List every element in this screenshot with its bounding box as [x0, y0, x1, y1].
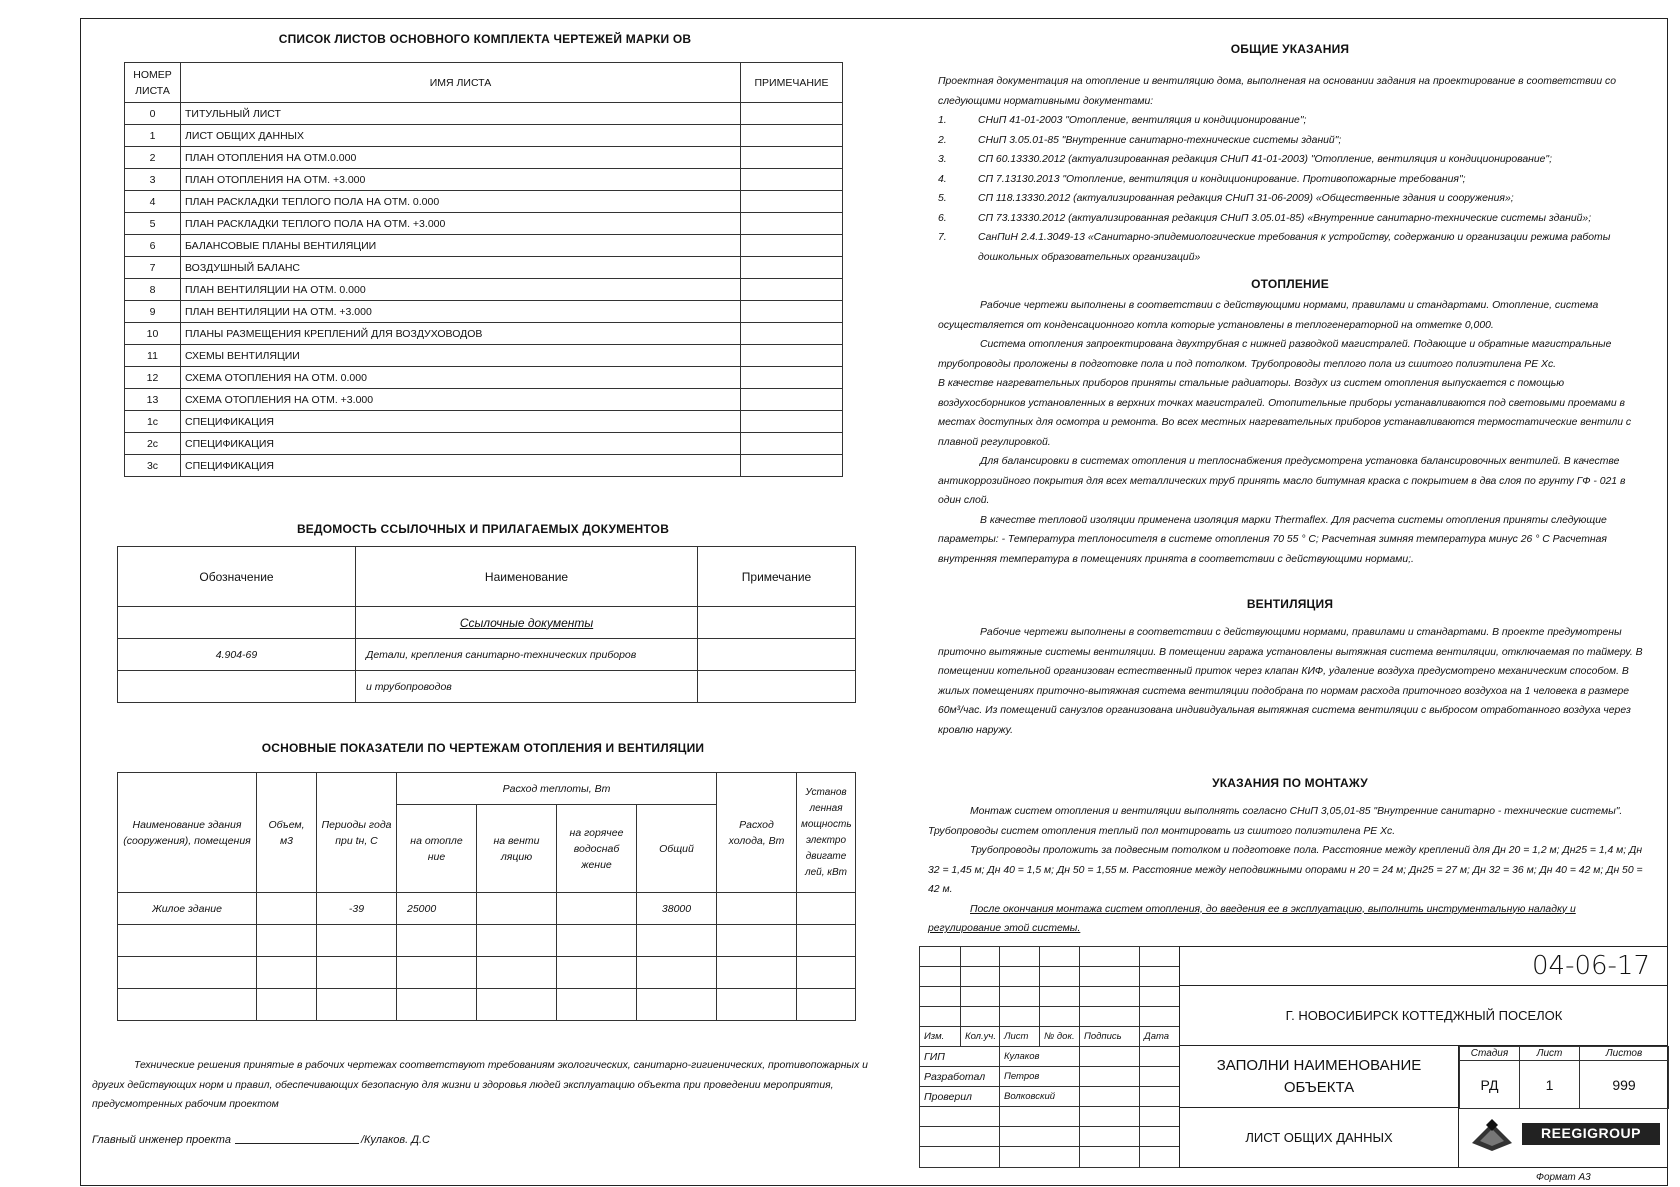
- sheet-note: [741, 345, 843, 367]
- sheet-name: БАЛАНСОВЫЕ ПЛАНЫ ВЕНТИЛЯЦИИ: [181, 235, 741, 257]
- sheet-note: [741, 213, 843, 235]
- sheet-list-row: [125, 367, 843, 389]
- compliance-text: Технические решения принятые в рабочих чертежах соответствуют требованиям экологических, санитарно-гигиенических, противопожарных и других действующих норм и правил, обеспечивающих безопасную для жизни и здоровья людей эксплуатацию объекта при проведении мероприятия, предусмотренных рабочим проектом: [92, 1060, 868, 1110]
- sheet-num: 5: [125, 213, 181, 235]
- install-title: УКАЗАНИЯ ПО МОНТАЖУ: [1212, 776, 1368, 790]
- doc-name-cont: и трубопроводов: [356, 671, 698, 703]
- person: Петров: [1000, 1067, 1080, 1087]
- sheet-num: 6: [125, 235, 181, 257]
- stamp-col-label: Подпись: [1080, 1027, 1140, 1047]
- norm-item: 6. СП 73.13330.2012 (актуализированная редакция СНиП 3.05.01-85) «Внутренние санитарно-технические системы зданий»;: [938, 212, 1592, 224]
- sheet-note: [741, 125, 843, 147]
- sheet-note: [741, 279, 843, 301]
- sheet-num: 0: [125, 103, 181, 125]
- stamp-col-label: Изм.: [920, 1027, 961, 1047]
- norms-list: [938, 111, 1646, 267]
- sheet-list-row: [125, 191, 843, 213]
- h-vent: на венти ляцию: [477, 805, 557, 893]
- sheet-note: [741, 411, 843, 433]
- sheet-list-row: [125, 147, 843, 169]
- sheet-list-row: [125, 235, 843, 257]
- logo-text: REEGIGROUP: [1541, 1125, 1641, 1141]
- h-power: Установ ленная мощность электро двигате лей, кВт: [797, 773, 856, 893]
- sheet-name: ПЛАН ВЕНТИЛЯЦИИ НА ОТМ. +3.000: [181, 301, 741, 323]
- row-heating: 25000: [397, 893, 477, 925]
- stamp-col-label: № док.: [1040, 1027, 1080, 1047]
- sheet-name: СХЕМА ОТОПЛЕНИЯ НА ОТМ. 0.000: [181, 367, 741, 389]
- norm-item: 4. СП 7.13130.2013 "Отопление, вентиляция и кондиционирование. Противопожарные требования";: [938, 173, 1466, 185]
- row-name: Жилое здание: [118, 893, 257, 925]
- ventilation-text: Рабочие чертежи выполнены в соответствии с действующими нормами, правилами и стандартами. В проекте предумотрены приточно вытяжные системы вентиляции. В помещении гаража установлены вытяжная система вентиляции, отключаемая по таймеру. В помещении котельной организован естественный приток через клапан КИФ, удаление воздуха предусмотрено механическим способом. В жилых помещениях приточно-вытяжная система вентиляции подобрана по нормам расхода приточного воздухоа на 1 человека в размере 60м³/час. Из помещений санузлов организована индивидуальная вытяжная система вентиляции с выбросом отработанного воздуха через кровлю наружу.: [938, 627, 1643, 736]
- sheet-note: [741, 433, 843, 455]
- sheet-name: ТИТУЛЬНЫЙ ЛИСТ: [181, 103, 741, 125]
- sheet-num: 13: [125, 389, 181, 411]
- sheet-note: [741, 191, 843, 213]
- sheet-note: [741, 235, 843, 257]
- header-name: Наименование: [356, 547, 698, 607]
- row-period: -39: [317, 893, 397, 925]
- norm-item: 1. СНиП 41-01-2003 "Отопление, вентиляция и кондиционирование";: [938, 115, 1307, 126]
- install-text: Монтаж систем отопления и вентиляции выполнять согласно СНиП 3,05,01-85 "Внутренние санитарно - технические системы". Трубопроводы систем отопления теплый пол монтировать из сшитого полиэтилена PE Xc. Трубопроводы проложить за подвесным потолком и подготовке пола. Расстояние между креплений для Дн 20 = 1,2 м; Дн25 = 1,4 м; Дн 32 = 1,45 м; Дн 40 = 1,5 м; Дн 50 = 1,55 м. Расстояние между неподвижными опорами н 20 = 24 м; Дн25 = 27 м; Дн 32 = 36 м; Дн 40 = 42 м; Дн 50 = 42 м. После окончания монтажа систем отопления, до введения ее в эксплуатацию, выполнить инструментальную наладку и регулирование этой системы.: [928, 806, 1643, 934]
- general-title: ОБЩИЕ УКАЗАНИЯ: [1230, 42, 1350, 56]
- heating-title: ОТОПЛЕНИЕ: [1251, 277, 1329, 291]
- sheet-list-row: [125, 433, 843, 455]
- sheet-name: СПЕЦИФИКАЦИЯ: [181, 411, 741, 433]
- sheet-list-row: [125, 455, 843, 477]
- doc-code: 4.904-69: [118, 639, 356, 671]
- h-total: Общий: [637, 805, 717, 893]
- doc-name: Детали, крепления санитарно-технических приборов: [356, 639, 698, 671]
- sheet-name: ПЛАН РАСКЛАДКИ ТЕПЛОГО ПОЛА НА ОТМ. +3.000: [181, 213, 741, 235]
- stamp-col-label: Лист: [1000, 1027, 1040, 1047]
- indicators-title: ОСНОВНЫЕ ПОКАЗАТЕЛИ ПО ЧЕРТЕЖАМ ОТОПЛЕНИЯ И ВЕНТИЛЯЦИИ: [261, 741, 705, 755]
- header-note: Примечание: [698, 547, 856, 607]
- stamp-col-label: Кол.уч.: [961, 1027, 1000, 1047]
- h-hotwater: на горячее водоснаб жение: [557, 805, 637, 893]
- chief-engineer-signature: Главный инженер проекта /Кулаков. Д.С: [92, 1134, 430, 1146]
- role: Проверил: [920, 1087, 1000, 1107]
- h-volume: Объем, м3: [257, 773, 317, 893]
- sheet-value: 1: [1520, 1061, 1580, 1109]
- format-label: Формат А3: [1536, 1172, 1591, 1183]
- sheet-list-row: [125, 169, 843, 191]
- sheet-num: 3: [125, 169, 181, 191]
- section-title: Ссылочные документы: [356, 607, 698, 639]
- sheet-name: СПЕЦИФИКАЦИЯ: [181, 433, 741, 455]
- sheet-note: [741, 301, 843, 323]
- sheet-name: ВОЗДУШНЫЙ БАЛАНС: [181, 257, 741, 279]
- sheet-name: ПЛАНЫ РАЗМЕЩЕНИЯ КРЕПЛЕНИЙ ДЛЯ ВОЗДУХОВОДОВ: [181, 323, 741, 345]
- sheet-num: 1: [125, 125, 181, 147]
- sheet-note: [741, 455, 843, 477]
- sheet-list-row: [125, 345, 843, 367]
- sheet-num: 2с: [125, 433, 181, 455]
- person: Волковский: [1000, 1087, 1080, 1107]
- stage-label: Стадия: [1460, 1047, 1520, 1061]
- sheet-num: 4: [125, 191, 181, 213]
- ref-docs-title: ВЕДОМОСТЬ ССЫЛОЧНЫХ И ПРИЛАГАЕМЫХ ДОКУМЕНТОВ: [296, 522, 670, 536]
- header-num: НОМЕР ЛИСТА: [125, 63, 181, 103]
- sheet-name: СХЕМА ОТОПЛЕНИЯ НА ОТМ. +3.000: [181, 389, 741, 411]
- sheet-list-row: [125, 389, 843, 411]
- sheet-name: ПЛАН ВЕНТИЛЯЦИИ НА ОТМ. 0.000: [181, 279, 741, 301]
- sheet-name: ЛИСТ ОБЩИХ ДАННЫХ: [1179, 1108, 1459, 1168]
- norm-item: 7. СанПиН 2.4.1.3049-13 «Санитарно-эпидемиологические требования к устройству, содержанию и организации режима работы дошкольных образовательных организаций»: [938, 232, 1611, 263]
- indicators-table: [117, 772, 856, 1021]
- norm-item: 2. СНиП 3.05.01-85 "Внутренние санитарно-технические системы зданий";: [938, 134, 1342, 146]
- sheet-num: 1с: [125, 411, 181, 433]
- stage-value: РД: [1460, 1061, 1520, 1109]
- sheets-value: 999: [1580, 1061, 1669, 1109]
- sheet-list-row: [125, 125, 843, 147]
- norm-item: 3. СП 60.13330.2012 (актуализированная редакция СНиП 41-01-2003) "Отопление, вентиляция и кондиционирование";: [938, 154, 1553, 165]
- location: Г. НОВОСИБИРСК КОТТЕДЖНЫЙ ПОСЕЛОК: [1179, 986, 1668, 1046]
- sheet-num: 12: [125, 367, 181, 389]
- sheet-num: 8: [125, 279, 181, 301]
- stamp-col-label: Дата: [1140, 1027, 1180, 1047]
- ventilation-title: ВЕНТИЛЯЦИЯ: [1246, 597, 1334, 611]
- sheet-note: [741, 169, 843, 191]
- sheet-list-row: [125, 103, 843, 125]
- sheet-num: 10: [125, 323, 181, 345]
- sheet-label: Лист: [1520, 1047, 1580, 1061]
- role: ГИП: [920, 1047, 1000, 1067]
- general-intro: Проектная документация на отопление и вентиляцию дома, выполненая на основании задания на проектирование в соответствии со следующими нормативными документами:: [938, 76, 1616, 107]
- h-name: Наименование здания (сооружения), помещения: [118, 773, 257, 893]
- header-name: ИМЯ ЛИСТА: [181, 63, 741, 103]
- sheet-num: 2: [125, 147, 181, 169]
- revision-grid: [919, 946, 1180, 1047]
- sheet-num: 11: [125, 345, 181, 367]
- stage-grid: [1459, 1046, 1669, 1109]
- sheet-list-row: [125, 213, 843, 235]
- sheet-note: [741, 389, 843, 411]
- sheet-name: ПЛАН ОТОПЛЕНИЯ НА ОТМ. +3.000: [181, 169, 741, 191]
- sheet-note: [741, 323, 843, 345]
- sheet-note: [741, 257, 843, 279]
- sheet-name: СПЕЦИФИКАЦИЯ: [181, 455, 741, 477]
- sheet-note: [741, 367, 843, 389]
- sheet-list-title: СПИСОК ЛИСТОВ ОСНОВНОГО КОМПЛЕКТА ЧЕРТЕЖЕЙ МАРКИ ОВ: [278, 32, 692, 46]
- sheet-name: ПЛАН ОТОПЛЕНИЯ НА ОТМ.0.000: [181, 147, 741, 169]
- h-heat: Расход теплоты, Вт: [397, 773, 717, 805]
- signatures-grid: [919, 1046, 1180, 1168]
- sheet-list-row: [125, 301, 843, 323]
- sheet-note: [741, 103, 843, 125]
- sheet-list-row: [125, 279, 843, 301]
- header-note: ПРИМЕЧАНИЕ: [741, 63, 843, 103]
- sheet-name: ЛИСТ ОБЩИХ ДАННЫХ: [181, 125, 741, 147]
- sheets-label: Листов: [1580, 1047, 1669, 1061]
- sheet-list-row: [125, 411, 843, 433]
- signature-row: [920, 1067, 1180, 1087]
- row-total: 38000: [637, 893, 717, 925]
- sheet-note: [741, 147, 843, 169]
- sheet-list-row: [125, 323, 843, 345]
- sheet-num: 9: [125, 301, 181, 323]
- role: Разработал: [920, 1067, 1000, 1087]
- project-code: 04-06-17: [1179, 946, 1668, 986]
- h-heating: на отопле ние: [397, 805, 477, 893]
- norm-item: 5. СП 118.13330.2012 (актуализированная редакция СНиП 31-06-2009) «Общественные здания и сооружения»;: [938, 193, 1514, 204]
- h-period: Периоды года при tн, С: [317, 773, 397, 893]
- sheet-name: СХЕМЫ ВЕНТИЛЯЦИИ: [181, 345, 741, 367]
- header-code: Обозначение: [118, 547, 356, 607]
- object-name: ЗАПОЛНИ НАИМЕНОВАНИЕ ОБЪЕКТА: [1179, 1046, 1459, 1108]
- heating-text: Рабочие чертежи выполнены в соответствии с действующими нормами, правилами и стандартами. Отопление, система осуществляется от конденсационного котла которые установлены в теплогенераторной на отметке 0,000. Система отопления запроектирована двухтрубная с нижней разводкой магистралей. Подающие и обратные магистральные трубопроводы проложены в подготовке пола и под потолком. Трубопроводы теплого пола из сшитого полиэтилена PE Xc. В качестве нагревательных приборов приняты стальные радиаторы. Воздух из систем отопления выпускается с помощью воздухосборников установленных в верхних точках магистралей. Отопительные приборы устанавливаются под световыми проемами в местах доступных для осмотра и ремонта. Во всех местных нагревательных приборов устанавливаются термостатические вентили с плавной регулировкой. Для балансировки в системах отопления и теплоснабжения предусмотрена установка балансировочных вентилей. В качестве антикоррозийного покрытия для всех металлических труб принять масло битумная краска с покрытием в два слоя по грунту ГФ - 021 в один слой. В качестве тепловой изоляции применена изоляция марки Thermaflex. Для расчета системы отопления приняты следующие параметры: - Температура теплоносителя в системе отопления 70 55 ° С; Расчетная зимняя температура минус 26 ° С Расчетная внутренняя температура в помещениях принята в соответствии с действующими нормами;.: [938, 300, 1632, 565]
- ref-docs-table: [117, 546, 856, 703]
- signature-row: [920, 1047, 1180, 1067]
- h-cold: Расход холода, Вт: [717, 773, 797, 893]
- sheet-name: ПЛАН РАСКЛАДКИ ТЕПЛОГО ПОЛА НА ОТМ. 0.000: [181, 191, 741, 213]
- general-notes: [938, 72, 1646, 267]
- company-logo: [1462, 1111, 1666, 1159]
- sheet-list-table: [124, 62, 843, 477]
- sheet-num: 3с: [125, 455, 181, 477]
- sheet-list-row: [125, 257, 843, 279]
- sheet-num: 7: [125, 257, 181, 279]
- signature-row: [920, 1087, 1180, 1107]
- person: Кулаков: [1000, 1047, 1080, 1067]
